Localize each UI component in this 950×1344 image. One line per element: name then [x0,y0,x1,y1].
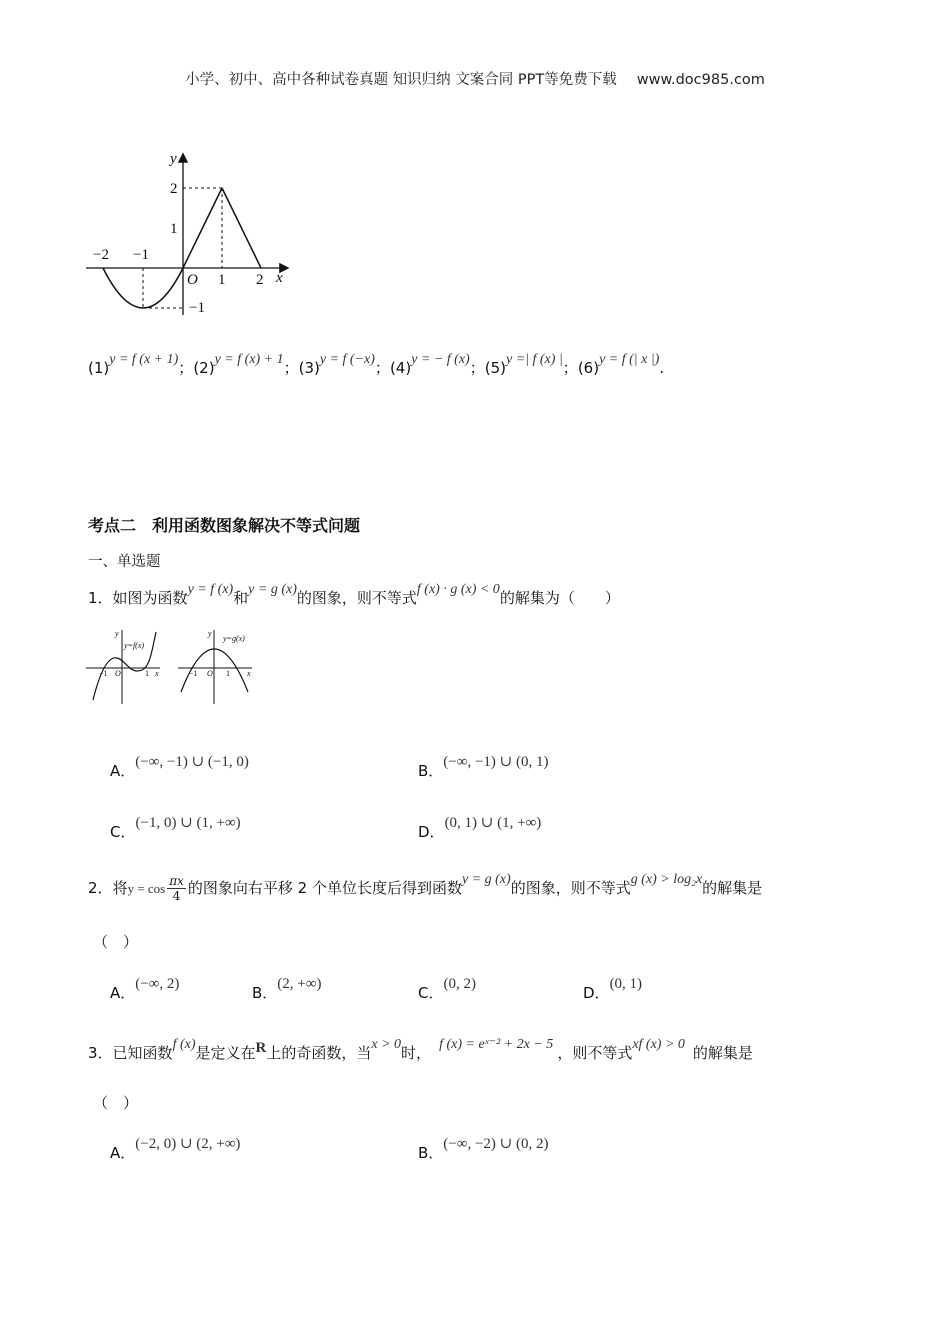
q3-math-2: R [255,1040,267,1056]
q2-math-3: g (x) > log₂x [630,872,703,887]
q2-option-a[interactable]: A．(−∞, 2) [110,976,180,1002]
tick-x-neg1: −1 [133,247,149,263]
item-5-expr: y =| f (x) | [506,352,563,367]
q3-paren: （ ） [93,1094,139,1112]
q2-fraction: $\frac{\pi x}{4}$ [169,874,184,903]
item-4-sep: ； [469,359,485,377]
item-1-expr: y = f (x + 1) [109,352,179,367]
q2-text-4: 的解集是 [702,879,763,897]
graph-f-small [84,624,164,708]
item-2-num: (2) [193,359,215,377]
function-graph-f [80,145,300,325]
q1-option-d-value: (0, 1) ∪ (1, +∞) [444,815,542,831]
tick-x-1: 1 [218,272,226,288]
line-rise [183,188,222,268]
q1-math-3: f (x) · g (x) < 0 [416,582,500,597]
tick-x-neg2: −2 [93,247,109,263]
q3-option-b[interactable]: B．(−∞, −2) ∪ (0, 2) [418,1136,549,1162]
item-5-num: (5) [484,359,506,377]
q2-text-3: 的图象，则不等式 [510,879,631,897]
svg-text:y: y [208,629,212,638]
tick-y-neg1: −1 [189,300,205,316]
q3-num: 3． [88,1044,113,1062]
tick-y-1: 1 [170,221,178,237]
q1-option-b[interactable]: B．(−∞, −1) ∪ (0, 1) [418,754,549,780]
q3-option-a[interactable]: A．(−2, 0) ∪ (2, +∞) [110,1136,241,1162]
q1-option-c[interactable]: C．(−1, 0) ∪ (1, +∞) [110,815,241,841]
item-2-expr: y = f (x) + 1 [214,352,284,367]
header-text: 小学、初中、高中各种试卷真题 知识归纳 文案合同 PPT等免费下载 [185,72,617,88]
q1-text-1: 如图为函数 [112,589,188,607]
question-1 [88,582,620,610]
svg-text:x: x [247,669,251,678]
q3-text-4: 时， [401,1044,432,1062]
q1-math-2: y = g (x) [248,582,297,597]
q2-paren: （ ） [93,933,139,951]
item-2-sep: ； [283,359,299,377]
q1-num: 1． [88,589,113,607]
q3-text-6: 的解集是 [692,1044,753,1062]
item-3-sep: ； [374,359,390,377]
q2-option-c[interactable]: C．(0, 2) [418,976,476,1002]
svg-text:−1: −1 [99,669,108,678]
q1-option-b-value: (−∞, −1) ∪ (0, 1) [443,754,549,770]
item-3-num: (3) [298,359,320,377]
origin-label: O [187,272,198,288]
q2-option-b[interactable]: B．(2, +∞) [252,976,322,1002]
transform-list [88,352,665,380]
q2-num: 2． [88,879,113,897]
q3-math-4: f (x) = eˣ⁻² + 2x − 5 [439,1037,554,1052]
q1-option-a[interactable]: A．(−∞, −1) ∪ (−1, 0) [110,754,249,780]
graph-g-small [176,624,256,708]
tick-x-2: 2 [256,272,264,288]
svg-text:x: x [155,669,159,678]
svg-text:1: 1 [145,669,149,678]
page-header [0,68,950,89]
q3-math-3: x > 0 [371,1037,402,1052]
item-3-expr: y = f (−x) [319,352,375,367]
item-4-num: (4) [389,359,412,377]
q2-text-2: 的图象向右平移 2 个单位长度后得到函数 [187,879,462,897]
svg-text:O: O [207,669,213,678]
q1-option-a-value: (−∞, −1) ∪ (−1, 0) [135,754,249,770]
q1-math-1: y = f (x) [187,582,234,597]
q1-option-d[interactable]: D．(0, 1) ∪ (1, +∞) [418,815,542,841]
item-1-num: (1) [88,359,110,377]
q1-text-2: 和 [233,589,249,607]
item-6-expr: y = f (| x |) [599,352,660,367]
section-subtitle: 一、单选题 [88,554,161,570]
svg-text:−1: −1 [189,669,198,678]
item-1-sep: ； [178,359,194,377]
item-6-num: (6) [577,359,600,377]
label-g: y=g(x) [223,634,245,643]
q3-text-2: 是定义在 [195,1044,256,1062]
q1-option-c-value: (−1, 0) ∪ (1, +∞) [135,815,241,831]
q3-math-5: xf (x) > 0 [632,1037,685,1052]
q2-text-1: 将 [112,879,128,897]
y-label: y [170,151,177,167]
svg-text:O: O [115,669,121,678]
q3-text-3: 上的奇函数，当 [266,1044,372,1062]
svg-text:y: y [115,629,119,638]
question-3 [88,1037,888,1065]
q2-math-1: y = cos [127,881,166,896]
header-site: www.doc985.com [636,72,765,88]
q2-math-2: y = g (x) [461,872,511,887]
q3-text-1: 已知函数 [112,1044,173,1062]
label-f: y=f(x) [124,641,145,650]
tick-y-2: 2 [170,181,178,197]
item-4-expr: y = − f (x) [411,352,470,367]
q3-text-5: ，则不等式 [557,1044,633,1062]
line-fall [222,188,261,268]
svg-text:1: 1 [226,669,230,678]
q2-option-d[interactable]: D．(0, 1) [583,976,643,1002]
question-2 [88,874,888,903]
item-6-sep: . [659,359,665,377]
item-5-sep: ； [562,359,578,377]
q1-text-4: 的解集为（ ） [499,589,620,607]
x-label: x [276,270,283,286]
q3-math-1: f (x) [172,1037,196,1052]
section-title: 考点二 利用函数图象解决不等式问题 [88,516,361,535]
q1-text-3: 的图象，则不等式 [296,589,417,607]
